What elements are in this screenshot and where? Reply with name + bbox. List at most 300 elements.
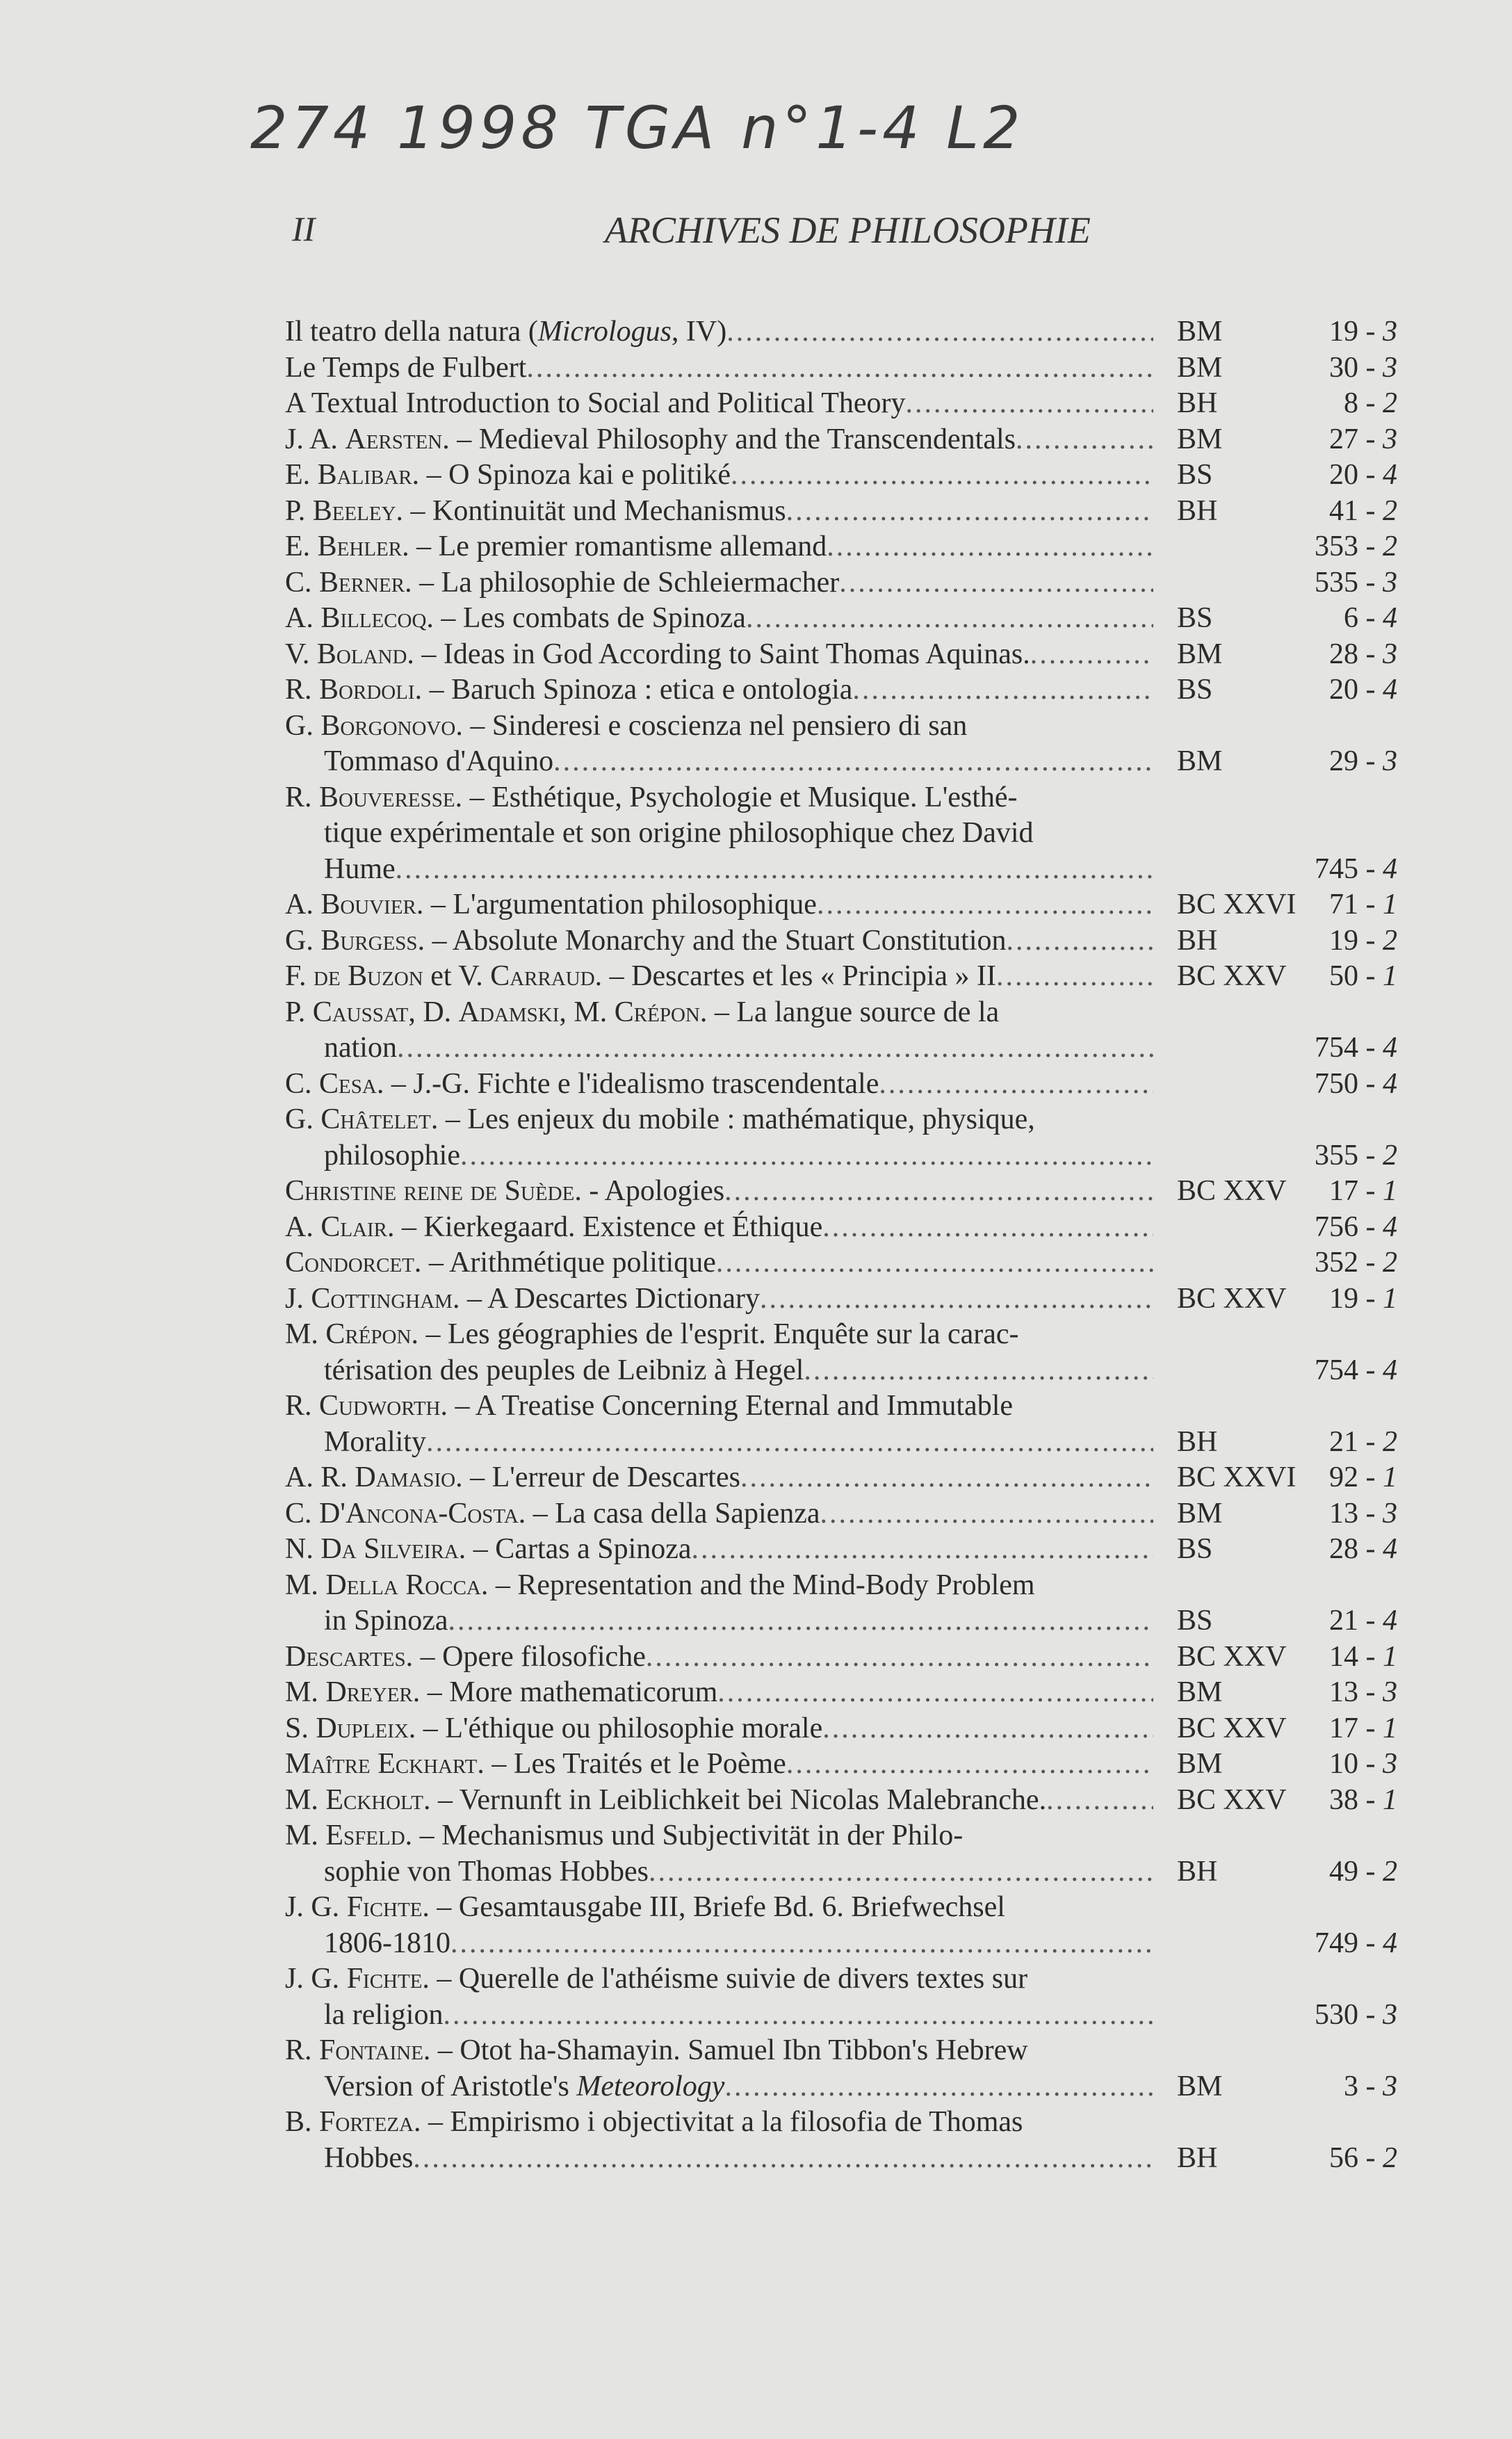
entry-title-text: C. — [285, 1067, 320, 1100]
entry-title-text: B. — [285, 2106, 320, 2138]
separator: - — [1358, 1605, 1383, 1637]
entry-line — [285, 601, 1153, 637]
separator: - — [1358, 1676, 1383, 1708]
page-reference — [1293, 1496, 1404, 1532]
page-number: 19 — [1329, 316, 1358, 348]
entry-title-text: , M. — [559, 996, 615, 1028]
entry-title-text: A. — [285, 602, 321, 634]
page-number: 355 — [1315, 1139, 1358, 1172]
page-number: 530 — [1315, 1998, 1358, 2031]
page-number: 71 — [1329, 889, 1358, 921]
fascicle-number: 2 — [1383, 387, 1397, 419]
separator: - — [1358, 745, 1383, 777]
dot-leader — [822, 1711, 1153, 1747]
fascicle-number: 3 — [1383, 566, 1397, 599]
dot-leader — [839, 565, 1153, 601]
entry-title-text: . – O Spinoza kai e politiké — [412, 459, 731, 491]
page-number: 27 — [1329, 423, 1358, 455]
entry-line — [285, 887, 1153, 923]
entry-line — [285, 1711, 1153, 1747]
source-code: BC XXV — [1177, 1282, 1287, 1315]
entry-title-text: G. — [285, 709, 321, 742]
page-number: 754 — [1315, 1354, 1358, 1386]
bibliography-entry — [285, 1460, 1432, 1496]
page-reference — [1293, 672, 1404, 708]
page-number: 13 — [1329, 1676, 1358, 1708]
fascicle-number: 1 — [1383, 1282, 1397, 1315]
entry-text — [285, 959, 1157, 995]
entry-line — [285, 1388, 1153, 1425]
dot-leader — [724, 1174, 1153, 1210]
page-number: 21 — [1329, 1425, 1358, 1458]
separator: - — [1358, 1783, 1383, 1816]
page-number: 14 — [1329, 1640, 1358, 1673]
dot-leader — [646, 1639, 1153, 1676]
author-name: Crépon — [614, 996, 700, 1028]
separator: - — [1358, 602, 1383, 634]
entry-line — [285, 457, 1153, 494]
entry-title-text: M. — [285, 1676, 326, 1708]
entry-title-text: térisation des peuples de Leibniz à Hegel — [324, 1354, 804, 1386]
entry-title-text: nation — [324, 1032, 397, 1064]
bibliography-entry — [285, 1496, 1432, 1532]
dot-leader — [726, 314, 1153, 350]
entry-line — [285, 959, 1153, 995]
page-number: 56 — [1329, 2141, 1358, 2174]
entry-title-text: J. G. — [285, 1891, 347, 1923]
bibliography-entry — [285, 1783, 1432, 1819]
entry-title-text: . – Baruch Spinoza : etica e ontologia — [414, 674, 853, 706]
page-number: 756 — [1315, 1210, 1358, 1243]
author-name: Bordoli — [319, 674, 415, 706]
entry-title-text: J. A. — [285, 423, 346, 455]
entry-line — [285, 1854, 1153, 1890]
entry-title-text: C. — [285, 1497, 320, 1530]
dot-leader — [760, 1281, 1153, 1318]
entry-title-text: . – Le premier romantisme allemand — [402, 530, 827, 562]
entry-title-text: A. — [285, 889, 321, 921]
entry-line — [285, 995, 1153, 1031]
bibliography-entry — [285, 1317, 1432, 1388]
entry-title-text: . – A Treatise Concerning Eternal and Immutable — [440, 1390, 1014, 1422]
page-number: 535 — [1315, 566, 1358, 599]
fascicle-number: 1 — [1383, 960, 1397, 992]
page-reference — [1293, 1783, 1404, 1819]
entry-title-text: . – Empirismo i objectivitat a la filosofia de Thomas — [414, 2106, 1023, 2138]
fascicle-number: 3 — [1383, 351, 1397, 384]
entry-line — [285, 2033, 1153, 2069]
entry-title-text: philosophie — [324, 1139, 460, 1172]
separator: - — [1358, 351, 1383, 384]
source-code: BM — [1177, 1676, 1223, 1708]
page-reference — [1293, 1138, 1404, 1174]
fascicle-number: 2 — [1383, 1425, 1397, 1458]
bibliography-entry — [285, 1568, 1432, 1639]
fascicle-number: 1 — [1383, 1712, 1397, 1744]
separator: - — [1358, 494, 1383, 527]
fascicle-number: 3 — [1383, 423, 1397, 455]
entry-title-text: G. — [285, 1103, 321, 1135]
dot-leader — [786, 494, 1153, 530]
entry-title-text: R. — [285, 674, 320, 706]
fascicle-number: 2 — [1383, 1139, 1397, 1172]
separator: - — [1358, 889, 1383, 921]
dot-leader — [804, 1353, 1153, 1389]
separator: - — [1358, 1067, 1383, 1100]
page-reference — [1293, 457, 1404, 494]
entry-text — [285, 1568, 1157, 1639]
entry-line — [285, 1281, 1153, 1318]
entry-title-text: R. — [285, 781, 320, 813]
entry-text — [285, 1388, 1157, 1460]
entry-title-text: . – Gesamtausgabe III, Briefe Bd. 6. Briefwechsel — [422, 1891, 1005, 1923]
entry-title-text: M. — [285, 1318, 326, 1350]
fascicle-number: 3 — [1383, 316, 1397, 348]
dot-leader — [450, 1926, 1153, 1962]
separator: - — [1358, 1712, 1383, 1744]
entry-line — [285, 1174, 1153, 1210]
entry-title-text: . – Arithmétique politique — [414, 1247, 716, 1279]
entry-title-text: F. — [285, 960, 314, 992]
separator: - — [1358, 1497, 1383, 1530]
entry-text — [285, 386, 1157, 422]
page-number: 28 — [1329, 638, 1358, 670]
dot-leader — [852, 672, 1153, 708]
dot-leader — [649, 1854, 1153, 1890]
page-number: 19 — [1329, 924, 1358, 957]
dot-leader — [692, 1532, 1153, 1568]
entry-line — [285, 314, 1153, 350]
dot-leader — [879, 1067, 1153, 1103]
entry-line — [285, 1961, 1153, 1998]
entry-title-text: . – Representation and the Mind-Body Problem — [480, 1569, 1035, 1601]
bibliography-entry — [285, 2033, 1432, 2105]
separator: - — [1358, 1461, 1383, 1493]
page-reference — [1293, 1532, 1404, 1568]
bibliography-entry — [285, 708, 1432, 780]
page-number: 49 — [1329, 1855, 1358, 1888]
source-code: BS — [1177, 1533, 1213, 1565]
source-code: BH — [1177, 924, 1218, 957]
source-code: BH — [1177, 494, 1218, 527]
entry-title-text: A. — [285, 1210, 321, 1243]
entry-line — [285, 1747, 1153, 1783]
entry-title-text: . – L'erreur de Descartes — [455, 1461, 740, 1493]
source-code: BS — [1177, 459, 1213, 491]
bibliography-entry — [285, 995, 1432, 1067]
entry-text — [285, 1711, 1157, 1747]
page-header — [292, 209, 1161, 257]
entry-line — [285, 816, 1153, 852]
dot-leader — [731, 457, 1153, 494]
entry-line — [285, 565, 1153, 601]
fascicle-number: 3 — [1383, 1676, 1397, 1708]
bibliography-entry — [285, 1675, 1432, 1711]
bibliography-entry — [285, 780, 1432, 888]
author-name: Carraud — [490, 960, 595, 992]
entry-text — [285, 1747, 1157, 1783]
italic-title: Meteorology — [576, 2070, 725, 2102]
entry-text — [285, 1639, 1157, 1676]
separator: - — [1358, 1175, 1383, 1207]
entry-title-text: . – La philosophie de Schleiermacher — [405, 566, 840, 599]
entry-title-text: M. — [285, 1783, 326, 1816]
source-code: BM — [1177, 2070, 1223, 2102]
entry-text — [285, 457, 1157, 494]
entry-line — [285, 1425, 1153, 1461]
entry-title-text: Version of Aristotle's — [324, 2070, 577, 2102]
entry-title-text: . – Querelle de l'athéisme suivie de divers textes sur — [422, 1963, 1028, 1995]
dot-leader — [397, 1030, 1153, 1067]
author-name: Beeley — [312, 494, 396, 527]
entry-title-text: . – Cartas a Spinoza — [458, 1533, 692, 1565]
dot-leader — [822, 1210, 1153, 1246]
entry-title-text: Il teatro della natura ( — [285, 316, 538, 348]
bibliography-entry — [285, 1747, 1432, 1783]
author-name: Della Rocca — [325, 1569, 481, 1601]
entry-line — [285, 1067, 1153, 1103]
source-code: BM — [1177, 745, 1223, 777]
author-name: Bouveresse — [319, 781, 455, 813]
author-name: Cottingham — [311, 1282, 453, 1315]
dot-leader — [413, 2141, 1153, 2177]
entry-text — [285, 2105, 1157, 2176]
fascicle-number: 1 — [1383, 1783, 1397, 1816]
dot-leader — [448, 1603, 1153, 1639]
dot-leader — [526, 350, 1153, 387]
entry-title-text: A. R. — [285, 1461, 355, 1493]
dot-leader — [906, 386, 1153, 422]
entry-title-text: . – L'éthique ou philosophie morale — [408, 1712, 823, 1744]
bibliography-entry — [285, 386, 1432, 422]
entry-line — [285, 1818, 1153, 1854]
page-number: 8 — [1344, 387, 1358, 419]
source-code: BM — [1177, 316, 1223, 348]
entry-text — [285, 1890, 1157, 1961]
entry-line — [285, 1675, 1153, 1711]
author-name: Damasio — [355, 1461, 456, 1493]
author-name: Descartes — [285, 1640, 406, 1673]
dot-leader — [740, 1460, 1153, 1496]
entry-text — [285, 2033, 1157, 2105]
author-name: Clair — [320, 1210, 388, 1243]
bibliography-entry — [285, 887, 1432, 923]
entry-text — [285, 637, 1157, 673]
separator: - — [1358, 638, 1383, 670]
entry-text — [285, 1174, 1157, 1210]
page-number: 13 — [1329, 1497, 1358, 1530]
entry-line — [285, 708, 1153, 745]
dot-leader — [820, 1496, 1153, 1532]
entry-text — [285, 1496, 1157, 1532]
entry-title-text: 1806-1810 — [324, 1927, 450, 1959]
fascicle-number: 4 — [1383, 459, 1397, 491]
author-name: Borgonovo — [320, 709, 456, 742]
separator: - — [1358, 1032, 1383, 1064]
entry-title-text: . - Apologies — [574, 1175, 725, 1207]
separator: - — [1358, 1425, 1383, 1458]
author-name: Christine reine de Suède — [285, 1175, 575, 1207]
dot-leader — [1030, 637, 1153, 673]
page-reference — [1293, 1425, 1404, 1461]
entry-text — [285, 1818, 1157, 1890]
page-number: 50 — [1329, 960, 1358, 992]
page-number: 353 — [1315, 530, 1358, 562]
entry-text — [285, 1102, 1157, 1174]
entry-title-text: Tommaso d'Aquino — [324, 745, 554, 777]
page-reference — [1293, 1067, 1404, 1103]
author-name: Châtelet — [320, 1103, 431, 1135]
entry-line — [285, 1603, 1153, 1639]
source-code: BM — [1177, 351, 1223, 384]
entry-title-text: . – Otot ha-Shamayin. Samuel Ibn Tibbon's Hebrew — [423, 2034, 1028, 2066]
source-code: BC XXV — [1177, 1175, 1287, 1207]
dot-leader — [716, 1245, 1153, 1281]
entry-text — [285, 1783, 1157, 1819]
folio-number: II — [292, 209, 316, 248]
page-reference — [1293, 2069, 1404, 2105]
page-number: 92 — [1329, 1461, 1358, 1493]
source-code: BM — [1177, 1497, 1223, 1530]
entry-line — [285, 350, 1153, 387]
entry-line — [285, 494, 1153, 530]
entry-line — [285, 744, 1153, 780]
bibliography-entry — [285, 1890, 1432, 1961]
bibliography-entry — [285, 672, 1432, 708]
entry-title-text: . – Vernunft in Leiblichkeit bei Nicolas Malebranche. — [423, 1783, 1047, 1816]
page-number: 21 — [1329, 1605, 1358, 1637]
entry-text — [285, 422, 1157, 458]
bibliography-entry — [285, 1245, 1432, 1281]
entry-title-text: M. — [285, 1820, 326, 1851]
source-code: BC XXV — [1177, 1712, 1287, 1744]
source-code: BC XXVI — [1177, 1461, 1296, 1493]
fascicle-number: 2 — [1383, 2141, 1397, 2174]
bibliography-entry — [285, 637, 1432, 673]
page-reference — [1293, 2141, 1404, 2177]
entry-text — [285, 780, 1157, 888]
page-number: 41 — [1329, 494, 1358, 527]
entry-text — [285, 1067, 1157, 1103]
entry-line — [285, 1210, 1153, 1246]
entry-line — [285, 637, 1153, 673]
entry-line — [285, 1890, 1153, 1926]
separator: - — [1358, 530, 1383, 562]
separator: - — [1358, 852, 1383, 885]
separator: - — [1358, 1247, 1383, 1279]
entry-text — [285, 314, 1157, 350]
author-name: Eckholt — [325, 1783, 423, 1816]
source-code: BH — [1177, 1855, 1218, 1888]
separator: - — [1358, 1927, 1383, 1959]
author-name: Adamski — [458, 996, 560, 1028]
page-reference — [1293, 887, 1404, 923]
separator: - — [1358, 1640, 1383, 1673]
entry-title-text: . – Les Traités et le Poème — [477, 1748, 786, 1780]
entry-text — [285, 672, 1157, 708]
bibliography-entry — [285, 1281, 1432, 1318]
entry-title-text: E. — [285, 459, 318, 491]
entry-title-text: . – Les combats de Spinoza — [426, 602, 746, 634]
source-code: BC XXV — [1177, 1783, 1287, 1816]
author-name: Fontaine — [319, 2034, 423, 2066]
author-name: Dreyer — [325, 1676, 413, 1708]
page-reference — [1293, 1998, 1404, 2034]
page-reference — [1293, 1603, 1404, 1639]
source-code: BM — [1177, 1748, 1223, 1780]
author-name: Behler — [317, 530, 403, 562]
author-name: Cudworth — [319, 1390, 441, 1422]
source-code: BM — [1177, 638, 1223, 670]
running-title: ARCHIVES DE PHILOSOPHIE — [605, 209, 1091, 251]
dot-leader — [426, 1425, 1153, 1461]
entry-line — [285, 1317, 1153, 1353]
author-name: Esfeld — [325, 1820, 405, 1851]
entry-text — [285, 1281, 1157, 1318]
entry-line — [285, 386, 1153, 422]
entry-line — [285, 529, 1153, 565]
fascicle-number: 1 — [1383, 889, 1397, 921]
page-number: 30 — [1329, 351, 1358, 384]
fascicle-number: 2 — [1383, 924, 1397, 957]
entry-line — [285, 2105, 1153, 2141]
author-name: Dupleix — [316, 1712, 409, 1744]
author-name: Maître Eckhart — [285, 1748, 478, 1780]
entry-title-text: , D. — [408, 996, 459, 1028]
page-reference — [1293, 350, 1404, 387]
entry-title-text: . – Descartes et les « Principia » II — [594, 960, 996, 992]
source-code: BS — [1177, 1605, 1213, 1637]
entry-text — [285, 494, 1157, 530]
entry-title-text: J. G. — [285, 1963, 347, 1995]
author-name: Berner — [319, 566, 405, 599]
separator: - — [1358, 1282, 1383, 1315]
fascicle-number: 1 — [1383, 1461, 1397, 1493]
entry-line — [285, 1639, 1153, 1676]
entry-title-text: . – A Descartes Dictionary — [452, 1282, 761, 1315]
source-code: BM — [1177, 423, 1223, 455]
fascicle-number: 4 — [1383, 602, 1397, 634]
entry-title-text: in Spinoza — [324, 1605, 448, 1637]
bibliography-entry — [285, 565, 1432, 601]
bibliography-entry — [285, 601, 1432, 637]
page-reference — [1293, 637, 1404, 673]
entry-text — [285, 529, 1157, 565]
entry-text — [285, 923, 1157, 959]
entry-title-text: . – Les géographies de l'esprit. Enquête sur la carac- — [411, 1318, 1019, 1350]
author-name: de Buzon — [314, 960, 423, 992]
entry-line — [285, 852, 1153, 888]
page-reference — [1293, 314, 1404, 350]
page-reference — [1293, 959, 1404, 995]
entry-text — [285, 1532, 1157, 1568]
author-name: Condorcet — [285, 1247, 414, 1279]
page-number: 17 — [1329, 1712, 1358, 1744]
dot-leader — [1007, 923, 1154, 959]
bibliography-entry — [285, 422, 1432, 458]
entry-line — [285, 672, 1153, 708]
entry-title-text: Le Temps de Fulbert — [285, 351, 527, 384]
page-reference — [1293, 1353, 1404, 1389]
separator: - — [1358, 1855, 1383, 1888]
page-number: 17 — [1329, 1175, 1358, 1207]
fascicle-number: 4 — [1383, 852, 1397, 885]
entry-title-text: E. — [285, 530, 318, 562]
entry-title-text: M. — [285, 1569, 326, 1601]
bibliography-entry — [285, 1102, 1432, 1174]
entry-title-text: tique expérimentale et son origine philosophique chez David — [324, 817, 1034, 849]
entry-text — [285, 350, 1157, 387]
